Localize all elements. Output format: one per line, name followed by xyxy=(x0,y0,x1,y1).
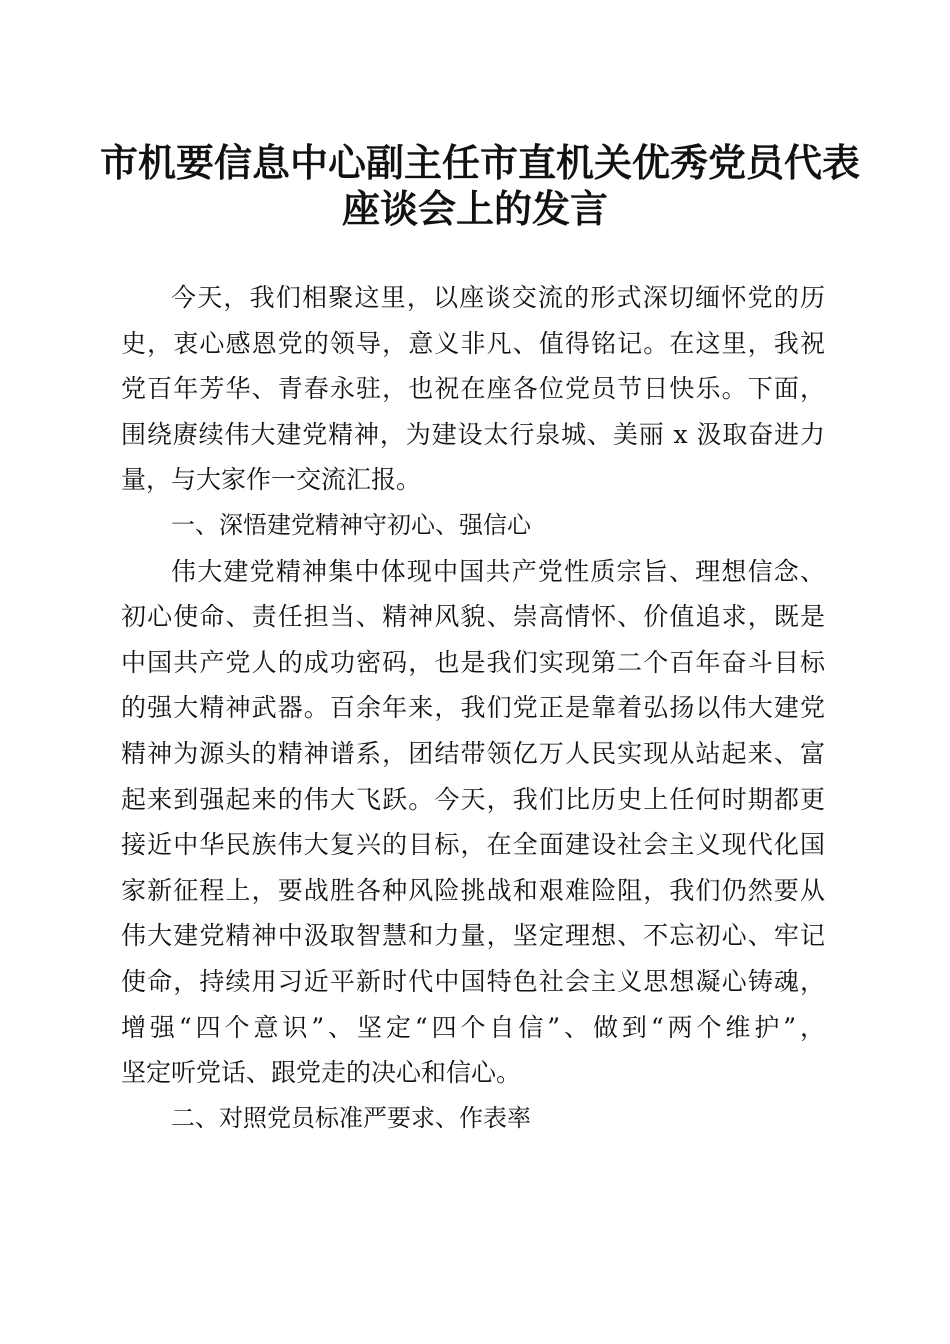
document-body xyxy=(121,275,825,1141)
section-heading-2: 二、对照党员标准严要求、作表率 xyxy=(171,1103,531,1132)
paragraph-line: 精神为源头的精神谱系，团结带领亿万人民实现从站起来、富 xyxy=(121,738,825,768)
paragraph-line: 起来到强起来的伟大飞跃。今天，我们比历史上任何时期都更 xyxy=(121,784,825,814)
document-title-line-2: 座谈会上的发言 xyxy=(341,186,608,231)
paragraph-line: 初心使命、责任担当、精神风貌、崇高情怀、价值追求，既是 xyxy=(121,602,825,632)
document-title-line-1: 市机要信息中心副主任市直机关优秀党员代表 xyxy=(100,140,861,185)
paragraph-line: 史，衷心感恩党的领导，意义非凡、值得铭记。在这里，我祝 xyxy=(121,328,825,358)
paragraph-line: 今天，我们相聚这里，以座谈交流的形式深切缅怀党的历 xyxy=(171,283,825,312)
paragraph-line: 使命，持续用习近平新时代中国特色社会主义思想凝心铸魂， xyxy=(121,966,825,996)
section-heading-1: 一、深悟建党精神守初心、强信心 xyxy=(171,510,531,539)
paragraph-line: 接近中华民族伟大复兴的目标，在全面建设社会主义现代化国 xyxy=(121,830,825,860)
paragraph-line: 家新征程上，要战胜各种风险挑战和艰难险阻，我们仍然要从 xyxy=(121,875,825,905)
paragraph-line: 伟大建党精神集中体现中国共产党性质宗旨、理想信念、 xyxy=(171,556,825,586)
paragraph-line: 中国共产党人的成功密码，也是我们实现第二个百年奋斗目标 xyxy=(121,647,825,677)
paragraph-line: 量，与大家作一交流汇报。 xyxy=(121,465,422,495)
paragraph-line: 围绕赓续伟大建党精神，为建设太行泉城、美丽 x 汲取奋进力 xyxy=(121,419,825,449)
paragraph-line: 伟大建党精神中汲取智慧和力量，坚定理想、不忘初心、牢记 xyxy=(121,921,825,951)
paragraph-line: 的强大精神武器。百余年来，我们党正是靠着弘扬以伟大建党 xyxy=(121,693,825,723)
paragraph-line: 党百年芳华、青春永驻，也祝在座各位党员节日快乐。下面， xyxy=(121,374,825,404)
paragraph-line: 增强“四个意识”、坚定“四个自信”、做到“两个维护”， xyxy=(121,1012,825,1042)
paragraph-line: 坚定听党话、跟党走的决心和信心。 xyxy=(121,1058,522,1088)
